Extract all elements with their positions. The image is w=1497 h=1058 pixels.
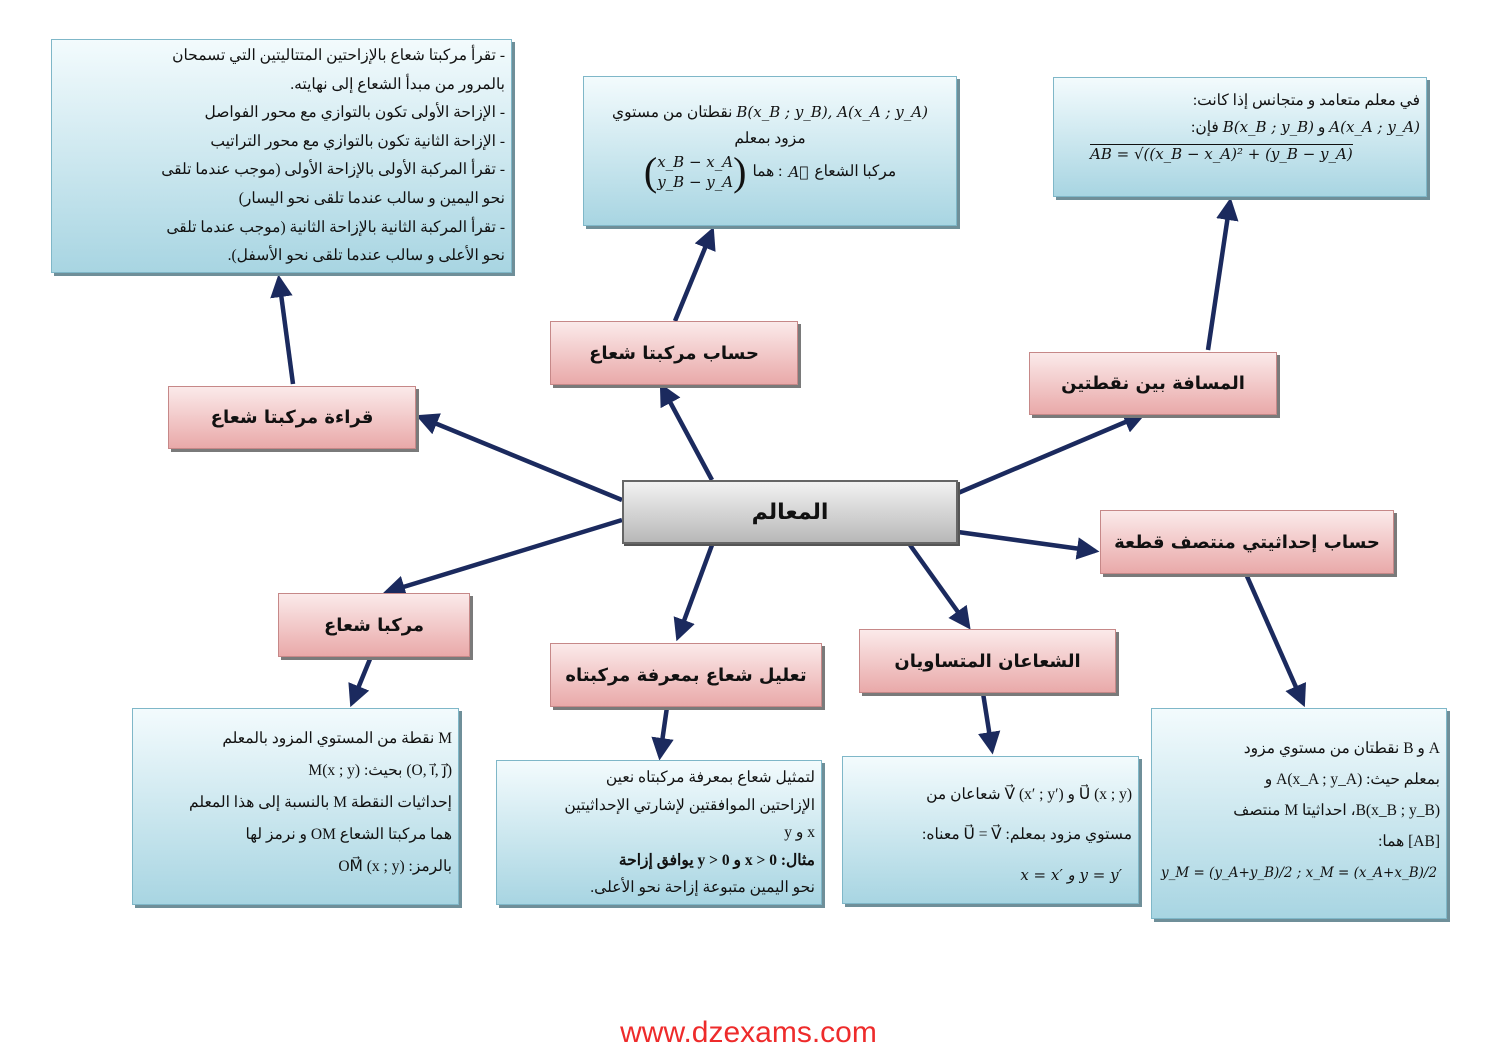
distance-ptB: B(x_B ; y_B) [1222, 118, 1315, 136]
arrow-center-compute [662, 387, 712, 480]
midpoint-line: B(x_B ; y_B)، احداثيتا M منتصف [1233, 802, 1440, 819]
represent-line: نحو اليمين متبوعة إزاحة نحو الأعلى. [590, 879, 815, 896]
box-components [132, 708, 459, 905]
box-reading-line: بالمرور من مبدأ الشعاع إلى نهايته. [290, 75, 505, 93]
box-equal-vectors [842, 756, 1139, 904]
central-node-label: المعالم [751, 499, 829, 525]
components-line: بالرمز: OM⃗ (x ; y) [338, 858, 452, 875]
distance-line1: في معلم متعامد و متجانس إذا كانت: [1192, 92, 1420, 109]
node-midpoint-label: حساب إحداثيتي منتصف قطعة [1114, 531, 1380, 553]
box-reading-line: - تقرأ مركبتا شعاع بالإزاحتين المتتاليتين التي تسمحان [172, 47, 505, 64]
equal-line: مستوي مزود بمعلم: U⃗ = V⃗ معناه: [922, 826, 1132, 843]
represent-line: الإزاحتين الموافقتين لإشارتي الإحداثيتين [564, 796, 815, 814]
box-reading-line: نحو الأعلى و سالب عندما تلقى نحو الأسفل). [227, 247, 505, 265]
distance-ptA: A(x_A ; y_A) [1329, 118, 1420, 136]
arrow-center-components [387, 520, 622, 592]
arrow-center-reading [420, 417, 622, 500]
node-reading-label: قراءة مركبتا شعاع [210, 407, 374, 428]
node-compute-label: حساب مركبتا شعاع [589, 342, 759, 364]
components-line: (O, i⃗, j⃗) بحيث: M(x ; y) [308, 762, 452, 779]
compute-line2: مزود بمعلم [734, 130, 806, 147]
represent-line: x و y [784, 824, 815, 841]
node-compute [550, 321, 798, 385]
equal-result: x = x′ و y = y′ [1020, 866, 1122, 884]
box-distance [1053, 77, 1427, 197]
distance-formula: AB = √((x_B − x_A)² + (y_B − y_A) [1090, 145, 1353, 163]
arrow-center-distance [958, 415, 1142, 493]
components-line: هما مركبتا الشعاع OM و نرمز لها [245, 826, 452, 843]
node-midpoint [1100, 510, 1394, 574]
central-node [622, 480, 958, 544]
arrow-center-equal [910, 545, 968, 626]
compute-vec: A⃗ [788, 163, 809, 181]
midpoint-line: بمعلم حيث: A(x_A ; y_A) و [1264, 771, 1440, 788]
node-components [278, 593, 470, 657]
arrow-represent-box [660, 707, 667, 756]
compute-col-bot: y_B − y_A [657, 173, 734, 191]
midpoint-line: [AB] هما: [1378, 833, 1440, 850]
midpoint-line: A و B نقطتان من مستوي مزود [1243, 740, 1440, 757]
box-reading-line: - تقرأ المركبة الأولى بالإزاحة الأولى (موجب عندما تلقى [161, 161, 505, 179]
components-line: M نقطة من المستوي المزود بالمعلم [222, 730, 452, 747]
arrow-components-box [352, 659, 370, 703]
equal-line: U⃗ (x ; y) و V⃗ (x′ ; y′) شعاعان من [926, 786, 1132, 803]
distance-fa: فإن: [1191, 119, 1219, 136]
node-reading [168, 386, 416, 449]
arrow-compute-box [675, 231, 712, 321]
footer-url: www.dzexams.com [620, 1016, 877, 1049]
arrow-center-midpoint [958, 532, 1095, 551]
compute-hama: : هما [752, 163, 783, 180]
distance-wa: و [1317, 119, 1326, 136]
compute-col-top: x_B − x_A [657, 153, 734, 171]
midpoint-formula: y_M = (y_A+y_B)/2 ; x_M = (x_A+x_B)/2 [1160, 865, 1438, 881]
compute-line1: نقطتان من مستوي [612, 104, 733, 121]
arrow-distance-box [1208, 202, 1230, 350]
box-reading-line: - تقرأ المركبة الثانية بالإزاحة الثانية (موجب عندما تلقى [166, 218, 505, 236]
components-line: إحداثيات النقطة M بالنسبة إلى هذا المعلم [189, 794, 452, 811]
compute-column-vector: ( x_B − x_A y_B − y_A ) [643, 149, 747, 194]
box-reading [51, 39, 512, 273]
represent-line: لتمثيل شعاع بمعرفة مركبتاه نعين [605, 769, 815, 786]
compute-vec-label: مركبا الشعاع [814, 163, 897, 180]
node-equal-vectors-label: الشعاعان المتساويان [894, 650, 1081, 672]
arrow-midpoint-box [1246, 574, 1303, 703]
box-midpoint [1151, 708, 1447, 919]
node-represent [550, 643, 822, 707]
arrow-equal-box [983, 693, 992, 750]
represent-line: مثال: x > 0 و y > 0 يوافق إزاحة [618, 851, 815, 869]
arrow-center-represent [678, 545, 712, 637]
box-reading-line: - الإزاحة الثانية تكون بالتوازي مع محور التراتيب [210, 132, 505, 150]
compute-points: B(x_B ; y_B), A(x_A ; y_A) [736, 103, 928, 121]
box-compute [583, 76, 957, 226]
node-components-label: مركبا شعاع [323, 614, 425, 636]
node-equal-vectors [859, 629, 1116, 693]
box-represent [496, 760, 822, 905]
arrow-reading-box [279, 279, 293, 384]
node-represent-label: تعليل شعاع بمعرفة مركبتاه [565, 664, 807, 686]
box-reading-line: نحو اليمين و سالب عندما تلقى نحو اليسار) [238, 189, 505, 207]
node-distance-label: المسافة بين نقطتين [1061, 373, 1245, 394]
box-reading-line: - الإزاحة الأولى تكون بالتوازي مع محور الفواصل [204, 104, 505, 122]
node-distance [1029, 352, 1277, 415]
